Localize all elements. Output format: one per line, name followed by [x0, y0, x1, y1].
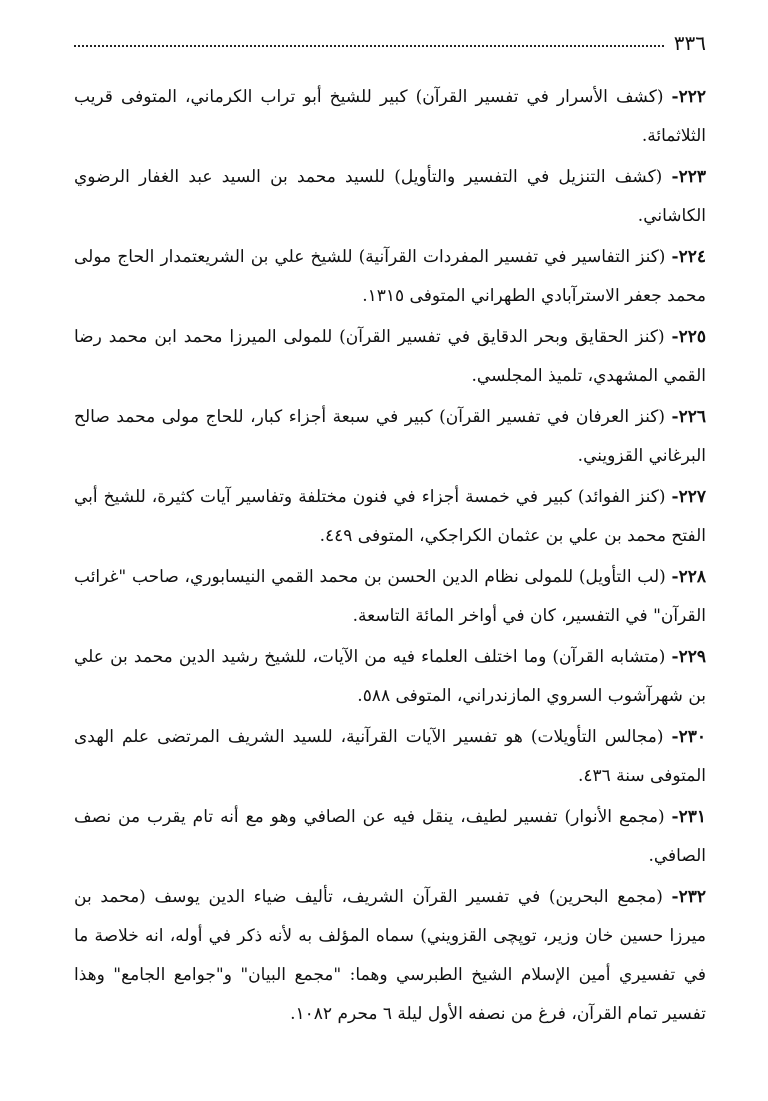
entry-number: ٢٢٩- [671, 647, 706, 667]
entry-222 [74, 78, 706, 156]
header-dotted-rule [74, 45, 664, 47]
entry-226 [74, 398, 706, 476]
entry-229 [74, 638, 706, 716]
entry-232 [74, 878, 706, 1034]
entry-text: (كشف التنزيل في التفسير والتأويل) للسيد محمد بن السيد عبد الغفار الرضوي الكاشاني. [74, 167, 706, 226]
entry-text: (كشف الأسرار في تفسير القرآن) كبير للشيخ أبو تراب الكرماني، المتوفى قريب الثلاثمائة. [74, 87, 706, 146]
entry-number: ٢٢٥- [671, 327, 706, 347]
entry-number: ٢٢٣- [671, 167, 706, 187]
entry-number: ٢٢٧- [671, 487, 706, 507]
entry-text: (مجمع الأنوار) تفسير لطيف، ينقل فيه عن الصافي وهو مع أنه تام يقرب من نصف الصافي. [74, 807, 706, 866]
entry-number: ٢٣٠- [671, 727, 707, 747]
entry-231 [74, 798, 706, 876]
entry-225 [74, 318, 706, 396]
entry-text: (متشابه القرآن) وما اختلف العلماء فيه من الآيات، للشيخ رشيد الدين محمد بن علي بن شهرآشوب السروي المازندراني، المتوفى ٥٨٨. [74, 647, 706, 706]
entry-228 [74, 558, 706, 636]
entry-227 [74, 478, 706, 556]
entry-number: ٢٢٨- [671, 567, 707, 587]
entry-text: (كنز الفوائد) كبير في خمسة أجزاء في فنون مختلفة وتفاسير آيات كثيرة، للشيخ أبي الفتح محمد بن علي بن عثمان الكراجكي، المتوفى ٤٤٩. [74, 487, 706, 546]
page-header [74, 28, 706, 58]
entry-text: (مجالس التأويلات) هو تفسير الآيات القرآنية، للسيد الشريف المرتضى علم الهدى المتوفى سنة ٤٣٦. [74, 727, 706, 786]
entry-text: (كنز التفاسير في تفسير المفردات القرآنية) للشيخ علي بن الشريعتمدار الحاج مولى محمد جعفر الاسترآبادي الطهراني المتوفى ١٣١٥. [74, 247, 706, 306]
entry-list [74, 78, 706, 1034]
entry-number: ٢٣١- [671, 807, 706, 827]
entry-text: (كنز الحقايق وبحر الدقايق في تفسير القرآن) للمولى الميرزا محمد ابن محمد رضا القمي المشهدي، تلميذ المجلسي. [74, 327, 706, 386]
entry-224 [74, 238, 706, 316]
entry-number: ٢٣٢- [671, 887, 706, 907]
entry-text: (مجمع البحرين) في تفسير القرآن الشريف، تأليف ضياء الدين يوسف (محمد بن ميرزا حسين خان وزير، توپچی القزويني) سماه المؤلف به لأنه ذكر في أوله، انه خلاصة ما في تفسيري أمين الإسلام الشيخ الطبرسي وهما: "مجمع البيان" و"جوامع الجامع" وهذا تفسير تمام القرآن، فرغ من نصفه الأول ليلة ٦ محرم ١٠٨٢. [74, 887, 706, 1024]
entry-number: ٢٢٦- [671, 407, 706, 427]
entry-223 [74, 158, 706, 236]
entry-number: ٢٢٤- [671, 247, 707, 267]
page-number: ٣٣٦ [673, 31, 706, 55]
document-page [74, 28, 706, 1068]
entry-text: (لب التأويل) للمولى نظام الدين الحسن بن محمد القمي النيسابوري، صاحب "غرائب القرآن" في التفسير، كان في أواخر المائة التاسعة. [74, 567, 706, 626]
entry-text: (كنز العرفان في تفسير القرآن) كبير في سبعة أجزاء كبار، للحاج مولى محمد صالح البرغاني القزويني. [74, 407, 706, 466]
entry-230 [74, 718, 706, 796]
entry-number: ٢٢٢- [671, 87, 707, 107]
